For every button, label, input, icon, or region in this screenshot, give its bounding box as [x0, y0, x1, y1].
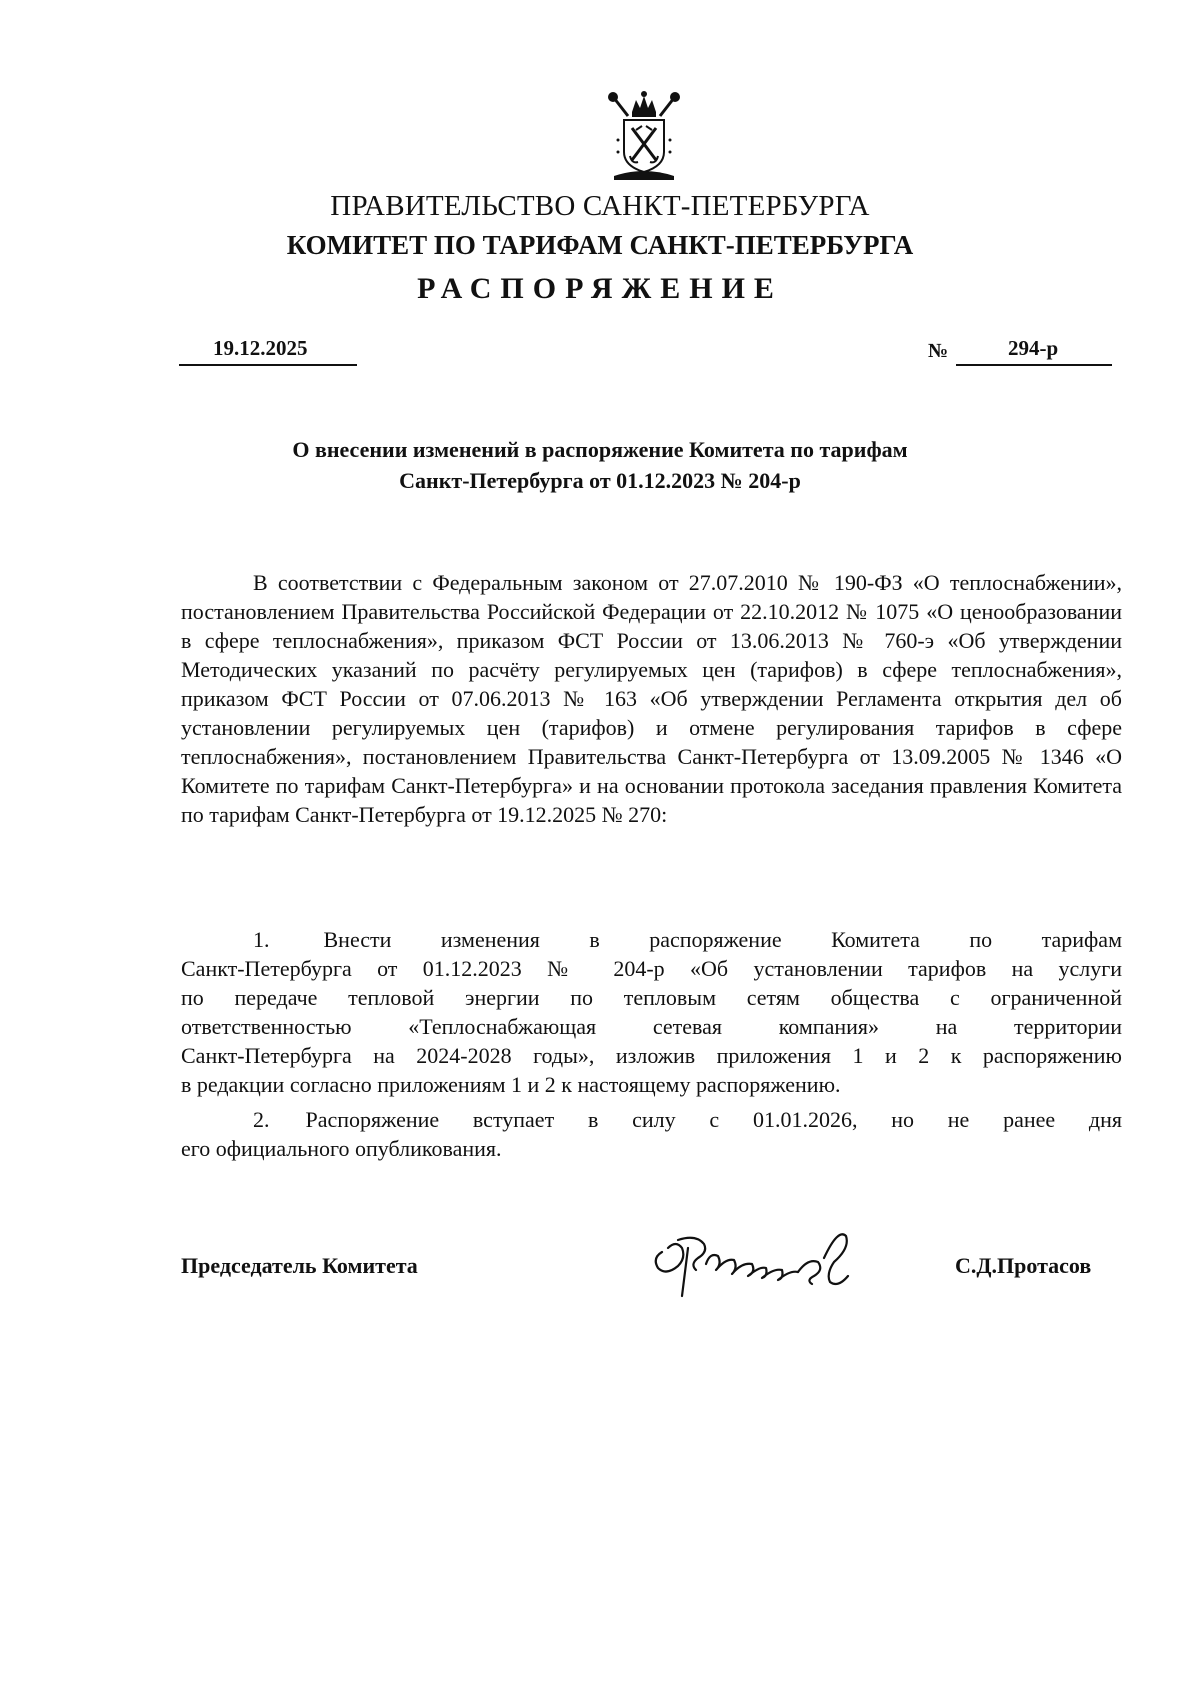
signer-position: Председатель Комитета	[181, 1253, 418, 1278]
document-number: 294-р	[1008, 336, 1059, 360]
item-line: в редакции согласно приложениям 1 и 2 к настоящему распоряжению.	[181, 1072, 841, 1097]
item-number: 2.	[253, 1107, 270, 1132]
list-item	[181, 925, 1122, 1099]
signer-name: С.Д.Протасов	[955, 1253, 1092, 1278]
item-number: 1.	[253, 927, 270, 952]
list-item	[181, 1105, 1122, 1163]
subject-line: Санкт-Петербурга от 01.12.2023 № 204-р	[399, 468, 801, 493]
document-number-field	[956, 336, 1112, 366]
document-subject	[0, 434, 1200, 496]
document-type: РАСПОРЯЖЕНИЕ	[417, 272, 783, 305]
government-title: ПРАВИТЕЛЬСТВО САНКТ-ПЕТЕРБУРГА	[330, 190, 870, 222]
item-line	[181, 1105, 1122, 1134]
item-line: ответственностью «Теплоснабжающая сетевая компания» на территории	[181, 1014, 1122, 1039]
preamble-paragraph: В соответствии с Федеральным законом от 27.07.2010 № 190-ФЗ «О теплоснабжении», постановлением Правительства Российской Федерации от 22.10.2012 № 1075 «О ценообразовании в сфере теплоснабжения», приказом ФСТ России от 13.06.2013 № 760-э «Об утверждении Методических указаний по расчёту регулируемых цен (тарифов) в сфере теплоснабжения», приказом ФСТ России от 07.06.2013 № 163 «Об утверждении Регламента открытия дел об установлении регулируемых цен (тарифов) и отмене регулирования тарифов в сфере теплоснабжения», постановлением Правительства Санкт-Петербурга от 13.09.2005 № 1346 «О Комитете по тарифам Санкт-Петербурга» и на основании протокола заседания правления Комитета по тарифам Санкт-Петербурга от 19.12.2025 № 270:	[181, 570, 1122, 827]
handwritten-signature-icon	[648, 1218, 868, 1308]
item-line	[181, 925, 1122, 954]
number-label: №	[928, 340, 949, 362]
item-line: его официального опубликования.	[181, 1136, 502, 1161]
item-text: Распоряжение вступает в силу с 01.01.2026, но не ранее дня	[305, 1107, 1122, 1132]
spb-coat-of-arms-icon	[604, 90, 684, 182]
item-text: Внести изменения в распоряжение Комитета по тарифам	[323, 927, 1122, 952]
document-date: 19.12.2025	[213, 336, 308, 360]
committee-title: КОМИТЕТ ПО ТАРИФАМ САНКТ-ПЕТЕРБУРГА	[286, 230, 914, 260]
item-line: Санкт-Петербурга от 01.12.2023 № 204-р «Об установлении тарифов на услуги	[181, 956, 1122, 981]
item-line: Санкт-Петербурга на 2024-2028 годы», изложив приложения 1 и 2 к распоряжению	[181, 1043, 1122, 1068]
document-date-field	[179, 336, 357, 366]
item-line: по передаче тепловой энергии по тепловым сетям общества с ограниченной	[181, 985, 1122, 1010]
subject-line: О внесении изменений в распоряжение Комитета по тарифам	[292, 437, 908, 462]
